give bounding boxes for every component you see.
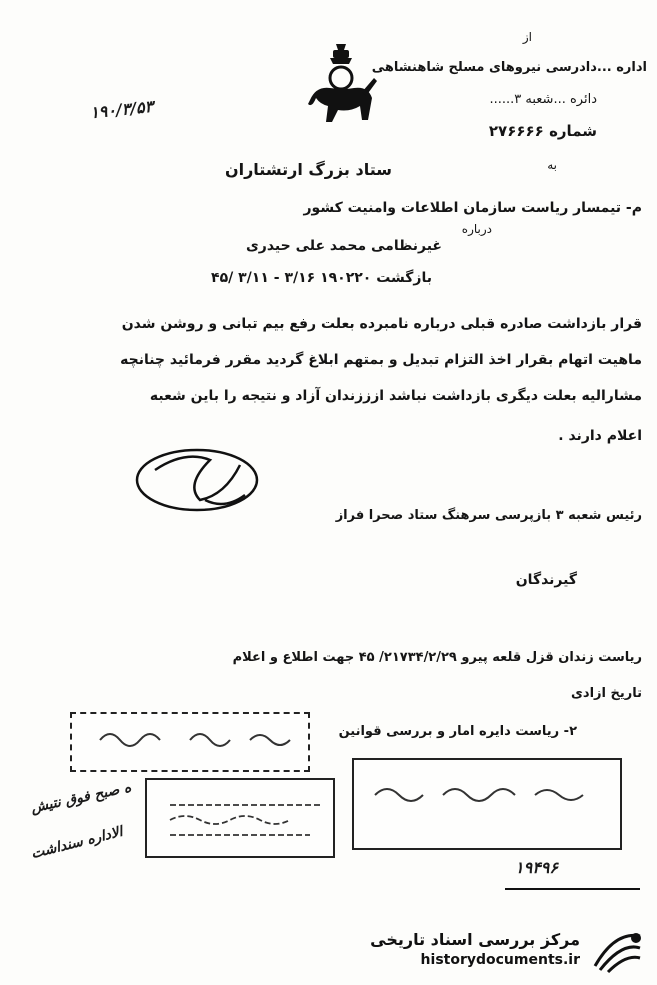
archive-logo-icon xyxy=(590,926,645,976)
body-line-1: قرار بازداشت صادره قبلی درباره نامبرده بعلت رفع بیم تبانی و روشن شدن xyxy=(121,316,642,332)
reference-line: بازگشت ۱۹۰۲۲۰ ۳/۱۶ - ۳/۱۱ /۴۵ xyxy=(211,270,432,286)
archive-number-underline xyxy=(505,888,640,890)
body-line-2: ماهیت اتهام بقرار اخذ التزام تبدیل و بمتهم ابلاغ گردید مقرر فرمائید چنانچه xyxy=(120,352,642,368)
to-label: به xyxy=(547,158,557,172)
handwritten-archive-number: ۱۹۴۹۶ xyxy=(515,858,558,877)
recipient-item-1: ریاست زندان قزل قلعه پیرو ۲۱۷۳۴/۲/۲۹/ ۴۵ جهت اطلاع و اعلام xyxy=(232,650,642,665)
stamp-writing-icon xyxy=(90,720,300,760)
margin-note-1: ه صبح فوق نتیش xyxy=(29,779,133,817)
signature-line: رئیس شعبه ۳ بازپرسی سرهنگ ستاد صحرا فراز xyxy=(335,508,642,523)
recipients-title: گیرندگان xyxy=(515,572,577,588)
archive-footer xyxy=(360,920,650,980)
department-line: دائره ...شعبه ۳...... xyxy=(489,92,597,107)
body-line-4: اعلام دارند . xyxy=(558,428,642,444)
margin-note-2: الاداره سنداشت xyxy=(29,823,125,863)
org-title: ستاد بزرگ ارتشتاران xyxy=(224,160,392,179)
recipient-item-3: ۲- ریاست دایره امار و بررسی قوانین xyxy=(338,724,577,739)
subject-label: درباره xyxy=(461,222,492,236)
handwritten-date: ۱۹۰/۳/۵۳ xyxy=(89,96,155,123)
subject-value: غیرنظامی محمد علی حیدری xyxy=(245,238,442,254)
recipient-line: م- تیمسار ریاست سازمان اطلاعات وامنیت کشور xyxy=(303,200,642,216)
lion-and-sun-emblem-icon xyxy=(300,40,382,135)
office-line: اداره ...دادرسی نیروهای مسلح شاهنشاهی xyxy=(371,60,647,75)
footer-url: historydocuments.ir xyxy=(420,952,580,968)
from-label: از xyxy=(522,30,532,44)
number-line: شماره ۲۷۶۶۶۶ xyxy=(488,122,597,140)
stamp-writing-icon-3 xyxy=(365,770,615,840)
signature-scribble-icon xyxy=(135,440,270,520)
stamp-writing-icon-2 xyxy=(160,790,330,845)
footer-title: مرکز بررسی اسناد تاریخی xyxy=(370,930,580,949)
recipient-item-2: تاریخ ازادی xyxy=(570,686,642,701)
body-line-3: مشارالیه بعلت دیگری بازداشت نباشد ازززندان آزاد و نتیجه را باین شعبه xyxy=(149,388,642,404)
